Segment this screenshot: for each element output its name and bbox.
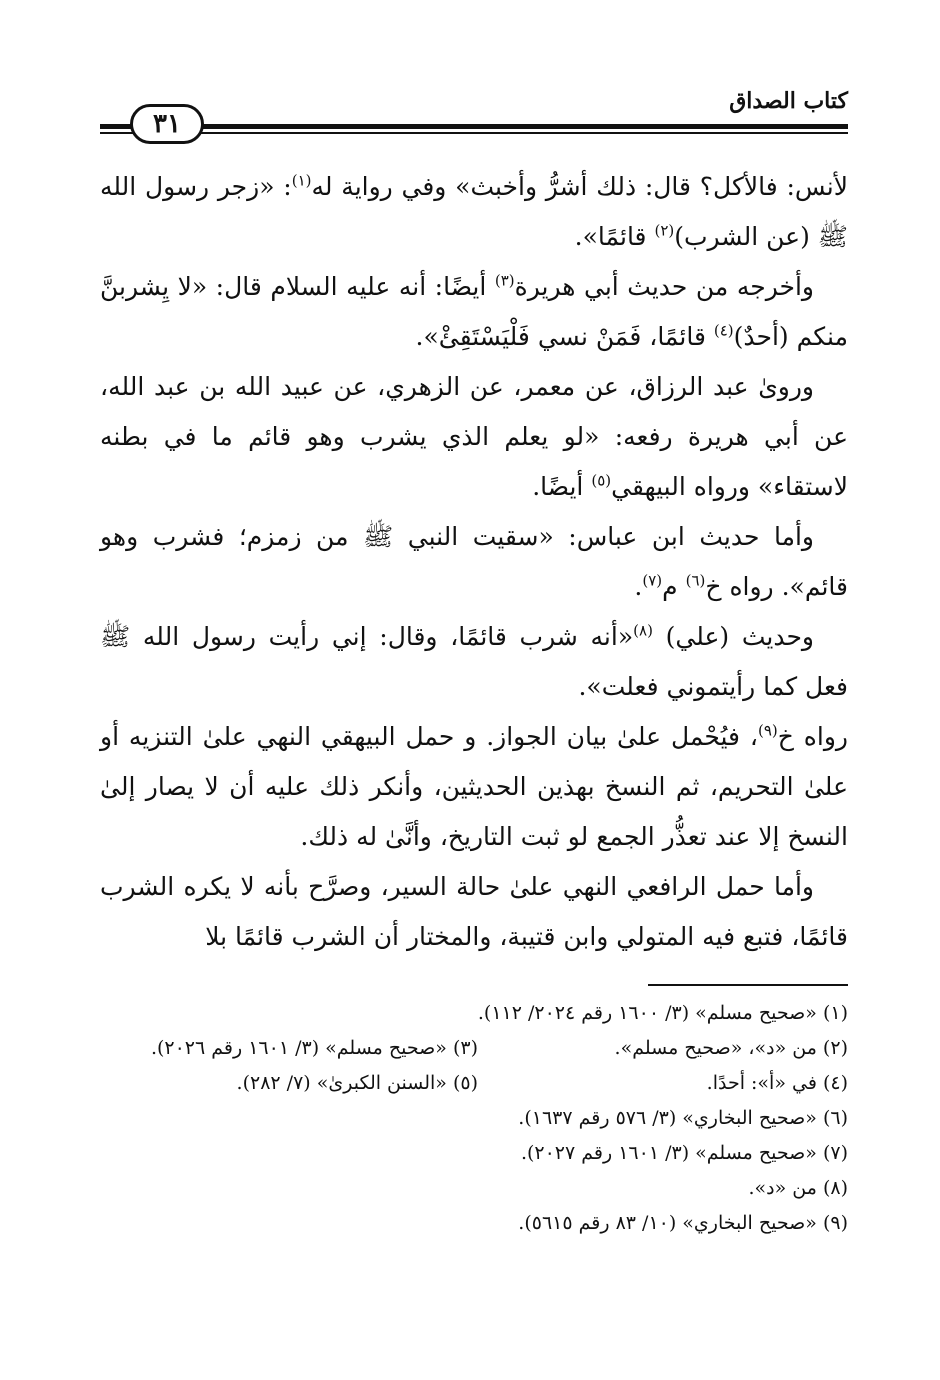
header-rule-thick [100,124,848,129]
footnote-9: (٩) «صحيح البخاري» (١٠/ ٨٣ رقم ٥٦١٥). [518,1212,848,1234]
paragraph-6: رواه خ$^{(٩)}$، فيُحْمل علىٰ بيان الجواز. و حمل البيهقي النهي علىٰ التنزيه أو علىٰ التحريم، ثم النسخ بهذين الحديثين، وأنكر ذلك عليه أن لا يصار إلىٰ النسخ إلا عند تعذُّر الجمع لو ثبت التاريخ، وأنَّىٰ له ذلك. [100,721,848,851]
footnote-3: (٣) «صحيح مسلم» (٣/ ١٦٠١ رقم ٢٠٢٦). [150,1037,478,1059]
footnote-ref-5: (٥) [591,471,612,490]
paragraph-1: لأنس: فالأكل؟ قال: ذلك أشرُّ وأخبث» وفي رواية له$^{(١)}$: «زجر رسول الله ﷺ (عن الشرب)$^{(٢)}$ قائمًا». [100,171,848,251]
footnote-ref-1: (١) [291,171,312,190]
header-rule-thin [100,132,848,134]
footnote-row-2-3 [100,1031,848,1066]
paragraph-7: وأما حمل الرافعي النهي علىٰ حالة السير، وصرَّح بأنه لا يكره الشرب قائمًا، فتبع فيه المتولي وابن قتيبة، والمختار أن الشرب قائمًا بلا [100,872,848,951]
footnote-ref-8: (٨) [633,621,653,640]
page-number: ٣١ [130,104,204,144]
paragraph-2: وأخرجه من حديث أبي هريرة$^{(٣)}$ أيضًا: أنه عليه السلام قال: «لا يِشربنَّ منكم (أحدٌ)$^{(٤)}$ قائمًا، فَمَنْ نسي فَلْيَسْتَقِئْ». [100,271,848,351]
footnote-4: (٤) في «أ»: أحدًا. [706,1072,848,1094]
footnote-ref-9: (٩) [757,721,778,740]
footnote-7: (٧) «صحيح مسلم» (٣/ ١٦٠١ رقم ٢٠٢٧). [520,1142,848,1164]
paragraph-3: وروىٰ عبد الرزاق، عن معمر، عن الزهري، عن عبيد الله بن عبد الله، عن أبي هريرة رفعه: «لو يعلم الذي يشرب وهو قائم ما في بطنه لاستقاء» ورواه البيهقي$^{(٥)}$ أيضًا. [100,372,848,501]
footnote-1: (١) «صحيح مسلم» (٣/ ١٦٠٠ رقم ٢٠٢٤/ ١١٢). [477,1002,848,1024]
footnote-2: (٢) من «د»، «صحيح مسلم». [614,1037,848,1059]
footnote-ref-7: (٧) [642,571,663,590]
paragraph-5: وحديث (علي) $^{(٨)}$«أنه شرب قائمًا، وقال: إني رأيت رسول الله ﷺ فعل كما رأيتموني فعلت». [100,621,848,701]
footnote-ref-4: (٤) [713,321,734,340]
footnote-ref-6: (٦) [685,571,706,590]
book-title: كتاب الصداق [729,88,848,114]
footnote-separator [648,984,848,986]
footnote-ref-2: (٢) [654,221,675,240]
paragraph-4: وأما حديث ابن عباس: «سقيت النبي ﷺ من زمزم؛ فشرب وهو قائم». رواه خ$^{(٦)}$ م$^{(٧)}$. [100,522,848,601]
footnote-5: (٥) «السنن الكبرىٰ» (٧/ ٢٨٢). [236,1072,478,1094]
footnote-row-4-5 [100,1066,848,1101]
footnote-8: (٨) من «د». [748,1177,848,1199]
main-text [100,162,848,962]
footnote-6: (٦) «صحيح البخاري» (٣/ ٥٧٦ رقم ١٦٣٧). [518,1107,848,1129]
footnotes [100,996,848,1241]
footnote-ref-3: (٣) [494,271,515,290]
